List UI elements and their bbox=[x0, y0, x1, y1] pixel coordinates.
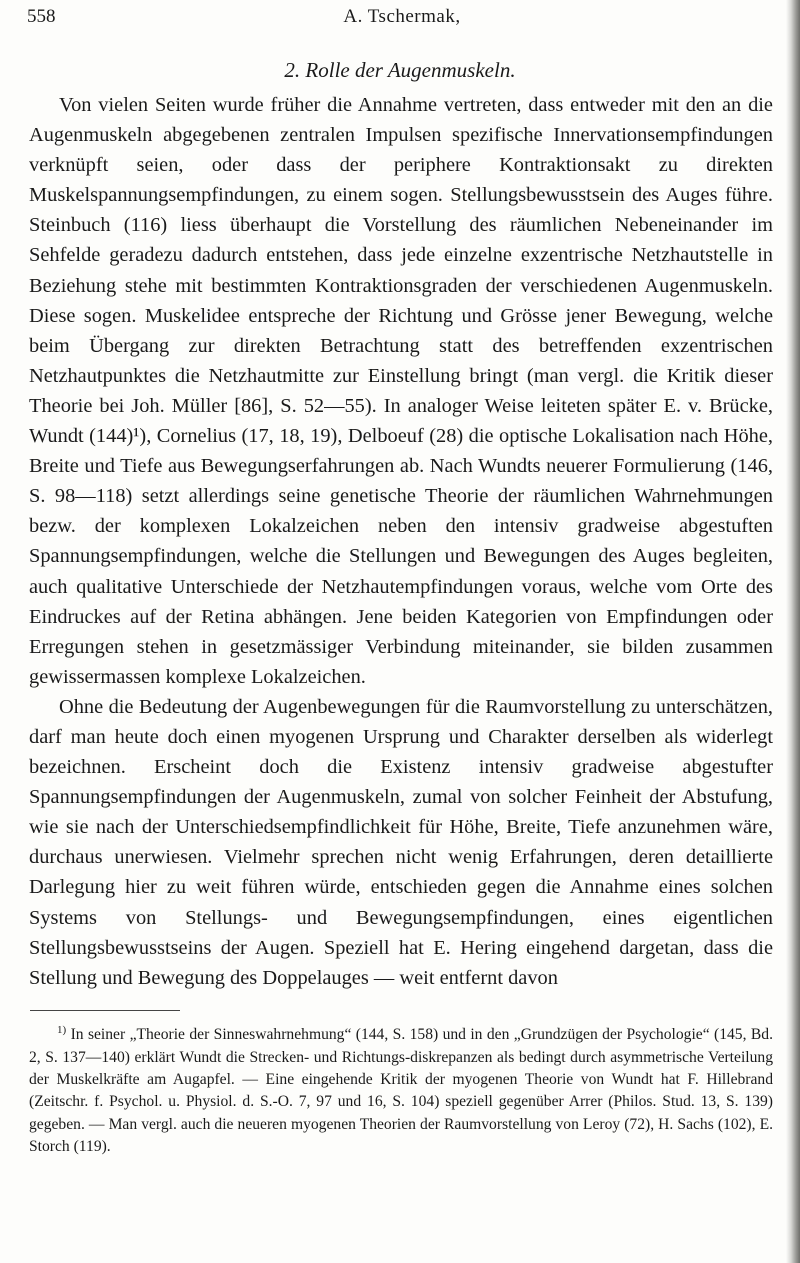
footnote bbox=[29, 1019, 773, 1159]
footnote-marker: 1) bbox=[57, 1024, 67, 1036]
footnote-text: In seiner „Theorie der Sinneswahrnehmung“ (144, S. 158) und in den „Grundzügen der Psychologie“ (145, Bd. 2, S. 137—140) erklärt Wundt die Strecken- und Richtungs-diskrepanzen als bedingt durch asymmetrische Verteilung der Muskelkräfte am Augapfel. — Eine eingehende Kritik der myogenen Theorie von Wundt hat F. Hillebrand (Zeitschr. f. Psychol. u. Physiol. d. S.-O. 7, 97 und 16, S. 104) speziell gegenüber Arrer (Philos. Stud. 13, S. 139) gegeben. — Man vergl. auch die neueren myogenen Theorien der Raumvorstellung von Leroy (72), H. Sachs (102), E. Storch (119). bbox=[29, 1026, 773, 1156]
footnote-divider bbox=[30, 1010, 180, 1011]
running-head-author: A. Tschermak, bbox=[343, 6, 461, 27]
running-head bbox=[27, 3, 777, 31]
paragraph: Ohne die Bedeutung der Augenbewegungen für die Raumvorstellung zu unterschätzen, darf man heute doch einen myogenen Ursprung und Charakter derselben als widerlegt bezeichnen. Erscheint doch die Existenz intensiv gradweise abgestufter Spannungsempfindungen der Augenmuskeln, zumal von solcher Feinheit der Abstufung, wie sie nach der Unterschiedsempfindlichkeit für Höhe, Breite, Tiefe anzunehmen wäre, durchaus unerwiesen. Vielmehr sprechen nicht wenig Erfahrungen, deren detaillierte Darlegung hier zu weit führen würde, entschieden gegen die Annahme eines solchen Systems von Stellungs- und Bewegungsempfindungen, eines eigentlichen Stellungsbewusstseins der Augen. Speziell hat E. Hering eingehend dargetan, dass die Stellung und Bewegung des Doppelauges — weit entfernt davon bbox=[29, 695, 773, 989]
section-title: 2. Rolle der Augenmuskeln. bbox=[284, 58, 516, 82]
paragraph: Von vielen Seiten wurde früher die Annahme vertreten, dass entweder mit den an die Augenmuskeln abgegebenen zentralen Impulsen spezifische Innervationsempfindungen verknüpft seien, oder dass der periphere Kontraktionsakt zu direkten Muskelspannungsempfindungen, zu einem sogen. Stellungsbewusstsein des Auges führe. Steinbuch (116) liess überhaupt die Vorstellung des räumlichen Nebeneinander im Sehfelde geradezu dadurch entstehen, dass jede einzelne exzentrische Netzhautstelle in Beziehung stehe mit bestimmten Kontraktionsgraden der verschiedenen Augenmuskeln. Diese sogen. Muskelidee entspreche der Richtung und Grösse jener Bewegung, welche beim Übergang zur direkten Betrachtung statt des betreffenden exzentrischen Netzhautpunktes die Netzhautmitte zur Einstellung bringt (man vergl. die Kritik dieser Theorie bei Joh. Müller [86], S. 52—55). In analoger Weise leiteten später E. v. Brücke, Wundt (144)¹), Cornelius (17, 18, 19), Delboeuf (28) die optische Lokalisation nach Höhe, Breite und Tiefe aus Bewegungserfahrungen ab. Nach Wundts neuerer Formulierung (146, S. 98—118) setzt allerdings seine genetische Theorie der räumlichen Wahrnehmungen bezw. der komplexen Lokalzeichen neben den intensiv gradweise abgestuften Spannungsempfindungen, welche die Stellungen und Bewegungen des Auges begleiten, auch qualitative Unterschiede der Netzhautempfindungen voraus, welche vom Orte des Eindruckes auf der Retina abhängen. Jene beiden Kategorien von Empfindungen oder Erregungen stehen in gesetzmässiger Verbindung miteinander, sie bilden zusammen gewissermassen komplexe Lokalzeichen. bbox=[29, 94, 773, 688]
page-number: 558 bbox=[27, 6, 56, 27]
page-edge-shadow bbox=[786, 0, 800, 1263]
body-text bbox=[29, 90, 773, 993]
